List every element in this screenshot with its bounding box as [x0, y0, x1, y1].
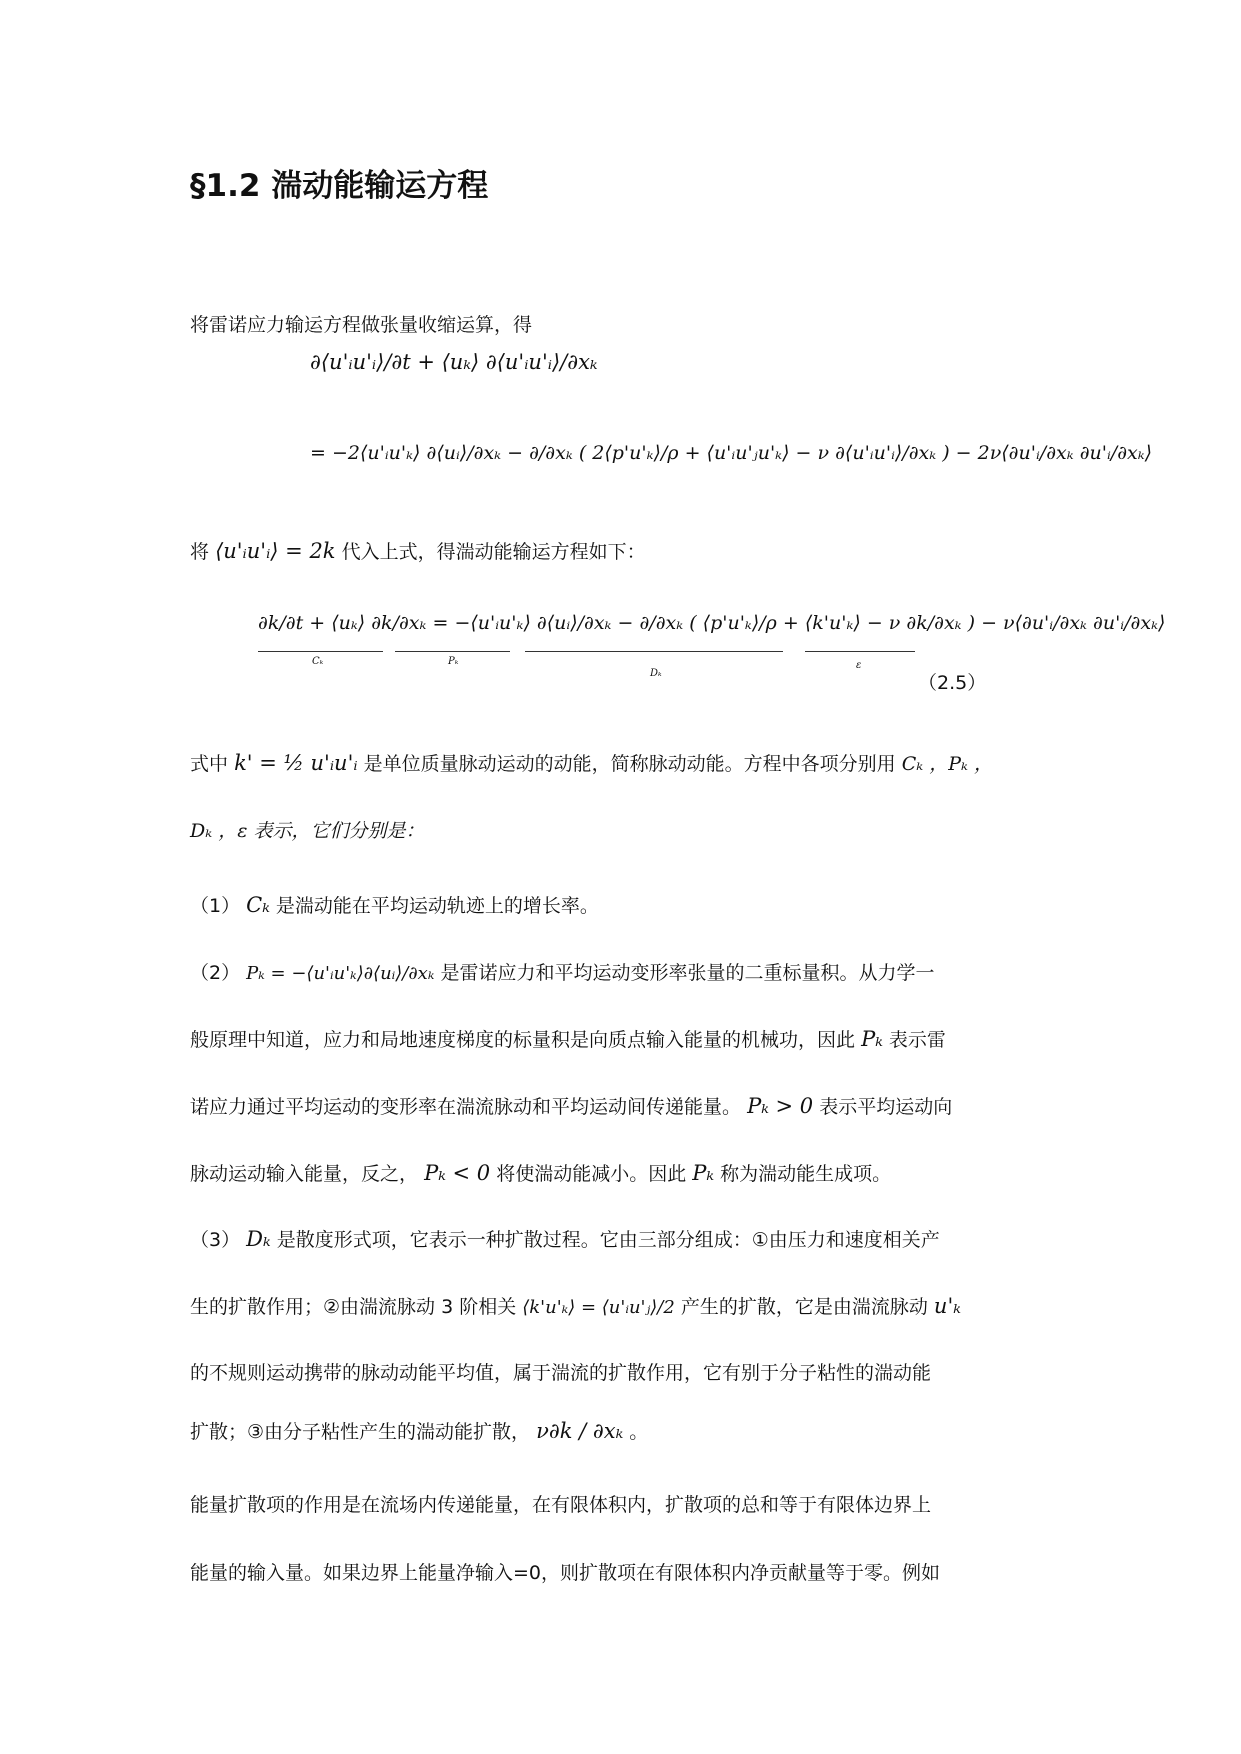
item-3-line-2-math: ⟨k'u'ₖ⟩ = ⟨u'ᵢu'ⱼ⟩/2	[522, 1297, 675, 1318]
item-3-math: Dₖ	[246, 1227, 271, 1251]
item-2-line-4-text: 脉动运动输入能量，反之，	[190, 1163, 419, 1185]
terms-line	[190, 818, 1060, 844]
item-1-number: （1）	[190, 895, 241, 917]
item-2-line-1	[190, 960, 1060, 987]
terms-text: Dₖ ，ε 表示，它们分别是：	[190, 820, 425, 842]
diffusion-paragraph-line-2: 能量的输入量。如果边界上能量净输入=0，则扩散项在有限体积内净贡献量等于零。例如	[190, 1562, 941, 1584]
item-2-line-2-math: Pₖ	[861, 1027, 883, 1051]
substitution-pre: 将	[190, 541, 210, 563]
item-1-math: Cₖ	[246, 893, 270, 917]
equation-2-5	[258, 612, 1165, 634]
label-pk: Pₖ	[448, 656, 459, 667]
item-3-line-3-text: 的不规则运动携带的脉动动能平均值，属于湍流的扩散作用，它有别于分子粘性的湍动能	[190, 1362, 932, 1384]
item-3-text: 是散度形式项，它表示一种扩散过程。它由三部分组成：①由压力和速度相关产	[276, 1229, 940, 1251]
item-1	[190, 892, 1060, 919]
item-2-line-3	[190, 1093, 1060, 1120]
item-2-line-2-text: 般原理中知道，应力和局地速度梯度的标量积是向质点输入能量的机械功，因此	[190, 1029, 856, 1051]
label-dk: Dₖ	[650, 668, 662, 679]
item-2-line-3-text: 诺应力通过平均运动的变形率在湍流脉动和平均运动间传递能量。	[190, 1096, 742, 1118]
item-3-line-2	[190, 1293, 1060, 1321]
item-2-line-4-math-2: Pₖ	[692, 1161, 715, 1185]
item-2-line-4-mid: 将使湍动能减小。因此	[496, 1163, 687, 1185]
item-2-line-2	[190, 1026, 1060, 1053]
item-1-text: 是湍动能在平均运动轨迹上的增长率。	[275, 895, 599, 917]
item-3-line-2-math-2: u'ₖ	[933, 1294, 961, 1318]
equation-2-5-text: ∂k/∂t + ⟨uₖ⟩ ∂k/∂xₖ = −⟨u'ᵢu'ₖ⟩ ∂⟨uᵢ⟩/∂xₖ − ∂/∂xₖ ( ⟨p'u'ₖ⟩/ρ + ⟨k'u'ₖ⟩ − ν ∂k/∂xₖ ) − ν⟨∂u'ᵢ/∂xₖ ∂u'ᵢ/∂xₖ⟩	[258, 612, 1166, 634]
underbrace-pk	[395, 645, 510, 652]
item-2-math: Pₖ = −⟨u'ᵢu'ₖ⟩∂⟨uᵢ⟩/∂xₖ	[246, 963, 435, 984]
intro-paragraph: 将雷诺应力输运方程做张量收缩运算，得	[190, 314, 533, 336]
label-epsilon: ε	[856, 660, 862, 671]
item-3-line-2-text: 生的扩散作用；②由湍流脉动 3 阶相关	[190, 1296, 517, 1318]
item-3-line-1	[190, 1226, 1060, 1253]
item-2-line-4	[190, 1160, 1060, 1187]
item-2-number: （2）	[190, 962, 241, 984]
item-3-number: （3）	[190, 1229, 241, 1251]
item-3-line-3	[190, 1360, 1060, 1386]
equation-1-line-2	[310, 442, 1152, 464]
item-2-line-3-tail: 表示平均运动向	[819, 1096, 953, 1118]
definition-pre: 式中	[190, 753, 229, 775]
underbrace-ck	[258, 645, 383, 652]
substitution-post: 代入上式，得湍动能输运方程如下：	[341, 541, 646, 563]
equation-1-line-2-text: = −2⟨u'ᵢu'ₖ⟩ ∂⟨uᵢ⟩/∂xₖ − ∂/∂xₖ ( 2⟨p'u'ₖ⟩/ρ + ⟨u'ᵢu'ⱼu'ₖ⟩ − ν ∂⟨u'ᵢu'ᵢ⟩/∂xₖ ) − 2ν⟨∂u'ᵢ/∂xₖ ∂u'ᵢ/∂xₖ⟩	[310, 442, 1153, 464]
item-2-line-3-math: Pₖ > 0	[747, 1094, 814, 1118]
underbrace-epsilon	[805, 645, 915, 652]
label-ck: Cₖ	[312, 656, 324, 667]
item-3-line-4-math: ν∂k / ∂xₖ	[536, 1419, 624, 1443]
item-3-line-2-tail: 产生的扩散，它是由湍流脉动	[680, 1296, 928, 1318]
substitution-paragraph	[190, 538, 1060, 565]
item-3-line-4-tail: 。	[629, 1421, 649, 1443]
item-3-line-4	[190, 1418, 1060, 1445]
definition-tail: Cₖ ，Pₖ ，	[901, 753, 993, 775]
item-3-line-4-text: 扩散；③由分子粘性产生的湍动能扩散，	[190, 1421, 531, 1443]
substitution-math: ⟨u'ᵢu'ᵢ⟩ = 2k	[215, 539, 336, 563]
item-2-line-4-tail: 称为湍动能生成项。	[720, 1163, 892, 1185]
definition-math: k' = ½ u'ᵢu'ᵢ	[234, 751, 358, 775]
diffusion-paragraph-line-1: 能量扩散项的作用是在流场内传递能量，在有限体积内，扩散项的总和等于有限体边界上	[190, 1494, 932, 1516]
equation-number: （2.5）	[918, 672, 987, 694]
item-2-text: 是雷诺应力和平均运动变形率张量的二重标量积。从力学一	[440, 962, 935, 984]
item-2-line-4-math: Pₖ < 0	[424, 1161, 491, 1185]
definition-post: 是单位质量脉动运动的动能，简称脉动动能。方程中各项分别用	[363, 753, 896, 775]
definition-paragraph	[190, 750, 1060, 777]
section-title: §1.2 湍动能输运方程	[190, 168, 489, 204]
equation-1-line-1-text: ∂⟨u'ᵢu'ᵢ⟩/∂t + ⟨uₖ⟩ ∂⟨u'ᵢu'ᵢ⟩/∂xₖ	[310, 350, 598, 374]
equation-1-line-1	[310, 350, 598, 374]
underbrace-dk	[525, 645, 783, 652]
item-2-line-2-tail: 表示雷	[888, 1029, 946, 1051]
